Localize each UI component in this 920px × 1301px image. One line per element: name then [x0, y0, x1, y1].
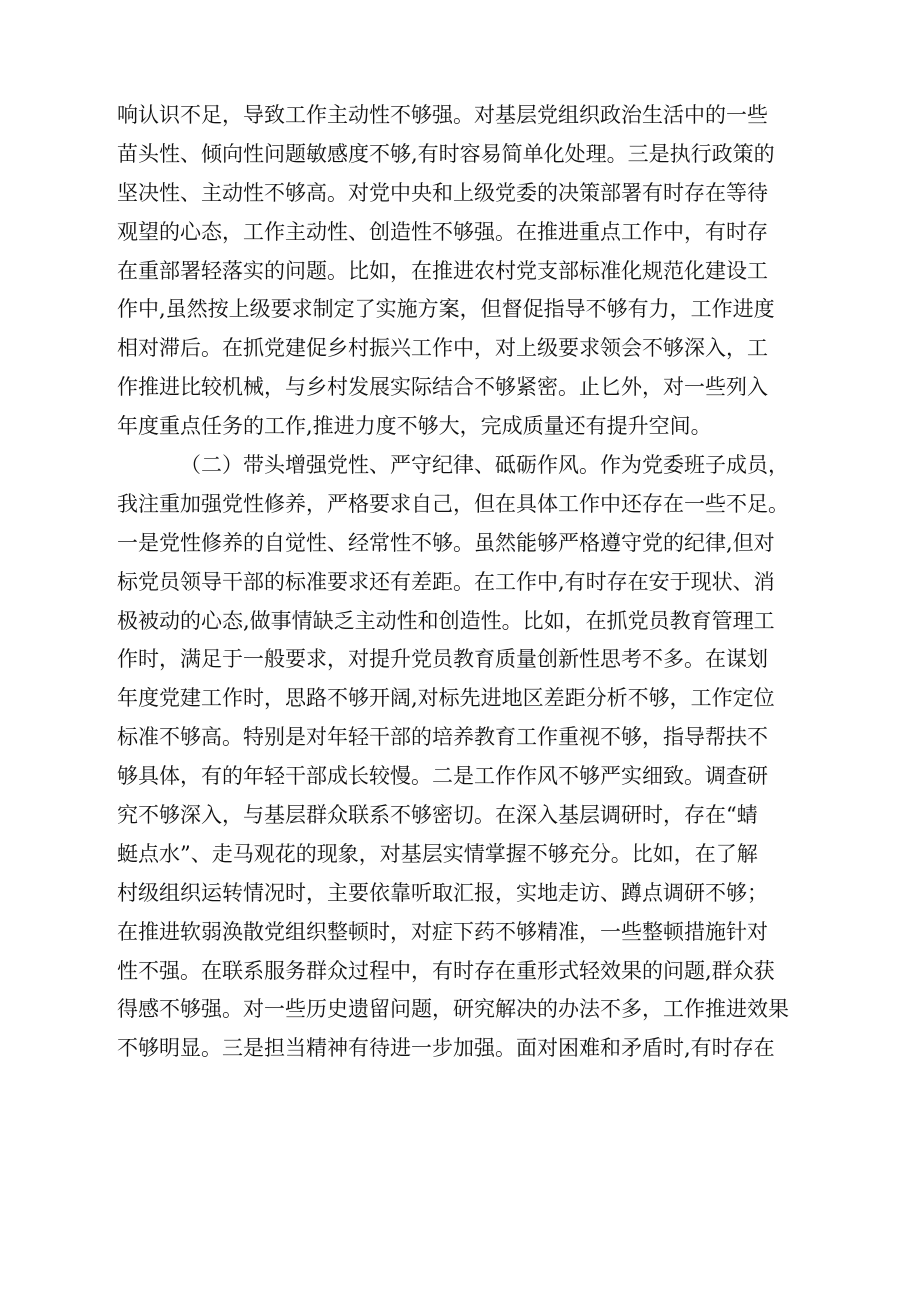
text-line-12: 一是党性修养的自觉性、经常性不够。虽然能够严格遵守党的纪律,但对	[117, 530, 775, 555]
text-line-9: 年度重点任务的工作,推进力度不够大，完成质量还有提升空间。	[117, 414, 712, 439]
text-line-8: 作推进比较机械，与乡村发展实际结合不够紧密。止匕外，对一些列入	[117, 375, 768, 400]
text-line-20: 蜓点水”、走马观花的现象，对基层实情掌握不够充分。比如，在了解	[117, 841, 758, 866]
text-line-17: 标准不够高。特别是对年轻干部的培养教育工作重视不够，指导帮扶不	[117, 725, 768, 750]
text-line-2: 苗头性、倾向性问题敏感度不够,有时容易简单化处理。三是执行政策的	[117, 141, 775, 166]
text-line-23: 性不强。在联系服务群众过程中，有时存在重形式轻效果的问题,群众获	[117, 958, 775, 983]
text-line-1: 响认识不足，导致工作主动性不够强。对基层党组织政治生活中的一些	[117, 103, 768, 127]
text-line-3: 坚决性、主动性不够高。对党中央和上级党委的决策部署有时存在等待	[117, 180, 768, 205]
body-text	[117, 96, 837, 1068]
text-line-21: 村级组织运转情况时，主要依靠听取汇报，实地走访、蹲点调研不够；	[117, 880, 768, 905]
text-line-5: 在重部署轻落实的问题。比如，在推进农村党支部标准化规范化建设工	[117, 258, 768, 283]
text-line-4: 观望的心态，工作主动性、创造性不够强。在推进重点工作中，有时存	[117, 219, 768, 244]
text-line-16: 年度党建工作时，思路不够开阔,对标先进地区差距分析不够，工作定位	[117, 686, 775, 711]
text-line-22: 在推进软弱涣散党组织整顿时，对症下药不够精准，一些整顿措施针对	[117, 919, 768, 944]
text-line-11: 我注重加强党性修养，严格要求自己，但在具体工作中还存在一些不足。	[117, 491, 789, 516]
text-line-15: 作时，满足于一般要求，对提升党员教育质量创新性思考不多。在谋划	[117, 647, 768, 672]
text-line-14: 极被动的心态,做事情缺乏主动性和创造性。比如，在抓党员教育管理工	[117, 608, 775, 633]
text-line-18: 够具体，有的年轻干部成长较慢。二是工作作风不够严实细致。调查研	[117, 764, 768, 789]
text-line-7: 相对滞后。在抓党建促乡村振兴工作中，对上级要求领会不够深入，工	[117, 336, 768, 361]
text-line-6: 作中,虽然按上级要求制定了实施方案，但督促指导不够有力，工作进度	[117, 297, 775, 322]
text-line-25: 不够明显。三是担当精神有待进一步加强。面对困难和矛盾时,有时存在	[117, 1036, 775, 1061]
text-line-19: 究不够深入，与基层群众联系不够密切。在深入基层调研时，存在“蜻	[117, 803, 758, 828]
text-line-13: 标党员领导干部的标准要求还有差距。在工作中,有时存在安于现状、消	[117, 569, 775, 594]
text-line-24: 得感不够强。对一些历史遗留问题，研究解决的办法不多，工作推进效果	[117, 997, 789, 1022]
section-heading-line: （二）带头增强党性、严守纪律、砥砺作风。作为党委班子成员，	[180, 453, 789, 478]
